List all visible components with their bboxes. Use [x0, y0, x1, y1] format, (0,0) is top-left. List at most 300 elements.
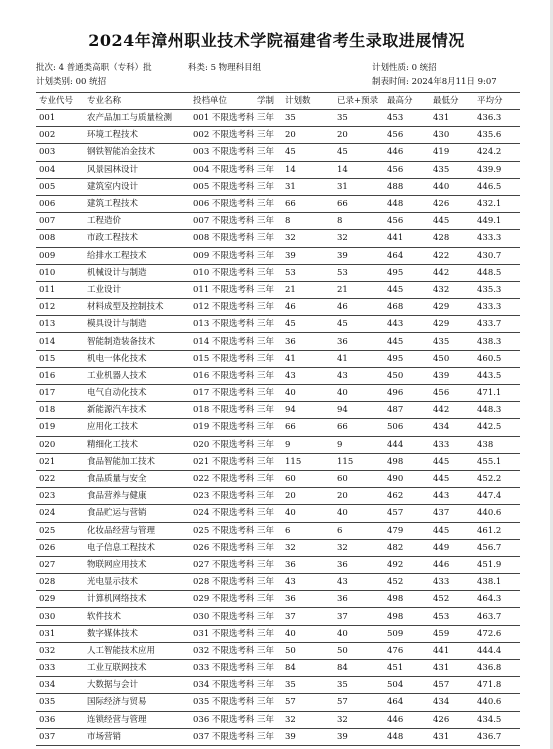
cell-admitted: 66: [334, 419, 384, 436]
table-row: [36, 677, 520, 694]
cell-major-code: 015: [36, 350, 84, 367]
cell-min-score: 435: [430, 333, 474, 350]
cell-duration: 三年: [254, 728, 282, 745]
cell-avg-score: 438: [474, 436, 520, 453]
cell-admitted: 32: [334, 230, 384, 247]
cell-min-score: 453: [430, 608, 474, 625]
cell-min-score: 419: [430, 144, 474, 161]
cell-duration: 三年: [254, 350, 282, 367]
cell-major-name: 光电显示技术: [84, 574, 190, 591]
cell-major-name: 化妆品经营与管理: [84, 522, 190, 539]
cell-min-score: 428: [430, 230, 474, 247]
cell-min-score: 445: [430, 453, 474, 470]
cell-major-code: 017: [36, 385, 84, 402]
cell-duration: 三年: [254, 470, 282, 487]
column-header-major-name: 专业名称: [84, 93, 190, 110]
cell-major-name: 智能制造装备技术: [84, 333, 190, 350]
cell-major-code: 019: [36, 419, 84, 436]
cell-min-score: 440: [430, 178, 474, 195]
cell-unit: 028 不限选考科: [190, 574, 254, 591]
cell-plan-count: 6: [282, 522, 334, 539]
cell-avg-score: 472.6: [474, 625, 520, 642]
cell-plan-count: 32: [282, 230, 334, 247]
cell-unit: 023 不限选考科: [190, 488, 254, 505]
cell-plan-count: 84: [282, 660, 334, 677]
cell-major-code: 018: [36, 402, 84, 419]
cell-min-score: 433: [430, 436, 474, 453]
cell-major-code: 009: [36, 247, 84, 264]
cell-max-score: 452: [384, 574, 430, 591]
cell-duration: 三年: [254, 127, 282, 144]
cell-plan-count: 32: [282, 711, 334, 728]
cell-major-code: 003: [36, 144, 84, 161]
table-row: [36, 711, 520, 728]
cell-min-score: 429: [430, 299, 474, 316]
cell-avg-score: 460.5: [474, 350, 520, 367]
admission-table: [36, 92, 520, 746]
cell-max-score: 506: [384, 419, 430, 436]
cell-plan-count: 115: [282, 453, 334, 470]
table-row: [36, 591, 520, 608]
cell-unit: 022 不限选考科: [190, 470, 254, 487]
cell-duration: 三年: [254, 591, 282, 608]
cell-major-code: 012: [36, 299, 84, 316]
cell-plan-count: 45: [282, 316, 334, 333]
cell-major-name: 电子信息工程技术: [84, 539, 190, 556]
cell-min-score: 430: [430, 127, 474, 144]
cell-admitted: 35: [334, 110, 384, 127]
cell-avg-score: 452.2: [474, 470, 520, 487]
cell-avg-score: 448.3: [474, 402, 520, 419]
cell-duration: 三年: [254, 230, 282, 247]
cell-min-score: 446: [430, 556, 474, 573]
cell-avg-score: 440.6: [474, 694, 520, 711]
cell-major-name: 电气自动化技术: [84, 385, 190, 402]
cell-max-score: 496: [384, 385, 430, 402]
cell-major-code: 011: [36, 281, 84, 298]
cell-major-code: 023: [36, 488, 84, 505]
cell-major-name: 新能源汽车技术: [84, 402, 190, 419]
table-row: [36, 505, 520, 522]
cell-min-score: 433: [430, 574, 474, 591]
cell-major-name: 工业互联网技术: [84, 660, 190, 677]
column-header-min-score: 最低分: [430, 93, 474, 110]
column-header-major-code: 专业代号: [36, 93, 84, 110]
cell-major-code: 032: [36, 642, 84, 659]
cell-unit: 004 不限选考科: [190, 161, 254, 178]
cell-min-score: 445: [430, 213, 474, 230]
cell-max-score: 476: [384, 642, 430, 659]
cell-major-code: 016: [36, 367, 84, 384]
cell-unit: 021 不限选考科: [190, 453, 254, 470]
cell-admitted: 40: [334, 505, 384, 522]
cell-major-name: 软件技术: [84, 608, 190, 625]
cell-major-code: 025: [36, 522, 84, 539]
table-row: [36, 385, 520, 402]
table-row: [36, 316, 520, 333]
table-row: [36, 488, 520, 505]
cell-unit: 018 不限选考科: [190, 402, 254, 419]
cell-duration: 三年: [254, 144, 282, 161]
cell-avg-score: 443.5: [474, 367, 520, 384]
cell-major-name: 应用化工技术: [84, 419, 190, 436]
cell-major-name: 给排水工程技术: [84, 247, 190, 264]
cell-plan-count: 21: [282, 281, 334, 298]
cell-min-score: 459: [430, 625, 474, 642]
cell-unit: 027 不限选考科: [190, 556, 254, 573]
cell-avg-score: 455.1: [474, 453, 520, 470]
cell-major-code: 024: [36, 505, 84, 522]
table-row: [36, 436, 520, 453]
cell-major-code: 035: [36, 694, 84, 711]
cell-max-score: 445: [384, 281, 430, 298]
cell-duration: 三年: [254, 247, 282, 264]
cell-admitted: 46: [334, 299, 384, 316]
cell-unit: 035 不限选考科: [190, 694, 254, 711]
column-header-plan-count: 计划数: [282, 93, 334, 110]
cell-plan-count: 41: [282, 350, 334, 367]
cell-max-score: 446: [384, 144, 430, 161]
cell-avg-score: 435.3: [474, 281, 520, 298]
cell-avg-score: 438.1: [474, 574, 520, 591]
cell-avg-score: 435.6: [474, 127, 520, 144]
table-row: [36, 625, 520, 642]
cell-plan-count: 50: [282, 642, 334, 659]
cell-unit: 010 不限选考科: [190, 264, 254, 281]
cell-major-name: 环境工程技术: [84, 127, 190, 144]
table-row: [36, 350, 520, 367]
cell-duration: 三年: [254, 264, 282, 281]
cell-avg-score: 440.6: [474, 505, 520, 522]
cell-duration: 三年: [254, 711, 282, 728]
cell-plan-count: 36: [282, 333, 334, 350]
cell-unit: 025 不限选考科: [190, 522, 254, 539]
cell-major-name: 食品质量与安全: [84, 470, 190, 487]
cell-unit: 030 不限选考科: [190, 608, 254, 625]
cell-admitted: 50: [334, 642, 384, 659]
cell-max-score: 492: [384, 556, 430, 573]
cell-admitted: 35: [334, 677, 384, 694]
cell-max-score: 445: [384, 333, 430, 350]
cell-unit: 017 不限选考科: [190, 385, 254, 402]
cell-max-score: 498: [384, 608, 430, 625]
table-row: [36, 161, 520, 178]
table-row: [36, 144, 520, 161]
cell-unit: 029 不限选考科: [190, 591, 254, 608]
cell-min-score: 432: [430, 281, 474, 298]
cell-min-score: 434: [430, 694, 474, 711]
cell-major-code: 026: [36, 539, 84, 556]
cell-major-code: 028: [36, 574, 84, 591]
cell-plan-count: 14: [282, 161, 334, 178]
cell-major-name: 模具设计与制造: [84, 316, 190, 333]
table-row: [36, 333, 520, 350]
cell-max-score: 456: [384, 213, 430, 230]
cell-avg-score: 444.4: [474, 642, 520, 659]
cell-duration: 三年: [254, 402, 282, 419]
cell-plan-count: 39: [282, 728, 334, 745]
cell-admitted: 6: [334, 522, 384, 539]
cell-plan-count: 60: [282, 470, 334, 487]
table-row: [36, 110, 520, 127]
cell-min-score: 431: [430, 660, 474, 677]
table-row: [36, 522, 520, 539]
page-title: 2024年漳州职业技术学院福建省考生录取进展情况: [88, 31, 465, 50]
cell-unit: 015 不限选考科: [190, 350, 254, 367]
cell-unit: 020 不限选考科: [190, 436, 254, 453]
cell-admitted: 43: [334, 574, 384, 591]
cell-max-score: 448: [384, 728, 430, 745]
cell-unit: 036 不限选考科: [190, 711, 254, 728]
table-row: [36, 230, 520, 247]
cell-plan-count: 53: [282, 264, 334, 281]
batch-info: 批次: 4 普通类高职（专科）批: [36, 63, 152, 73]
cell-avg-score: 436.8: [474, 660, 520, 677]
cell-min-score: 429: [430, 316, 474, 333]
cell-min-score: 445: [430, 522, 474, 539]
cell-major-name: 连锁经营与管理: [84, 711, 190, 728]
cell-admitted: 39: [334, 728, 384, 745]
cell-max-score: 456: [384, 127, 430, 144]
cell-duration: 三年: [254, 419, 282, 436]
cell-major-code: 020: [36, 436, 84, 453]
cell-major-name: 市场营销: [84, 728, 190, 745]
cell-plan-count: 40: [282, 505, 334, 522]
cell-max-score: 464: [384, 694, 430, 711]
cell-major-name: 农产品加工与质量检测: [84, 110, 190, 127]
cell-major-name: 建筑室内设计: [84, 178, 190, 195]
cell-major-code: 004: [36, 161, 84, 178]
table-row: [36, 178, 520, 195]
cell-avg-score: 451.9: [474, 556, 520, 573]
cell-duration: 三年: [254, 556, 282, 573]
cell-plan-count: 66: [282, 195, 334, 212]
cell-max-score: 509: [384, 625, 430, 642]
cell-major-code: 030: [36, 608, 84, 625]
cell-avg-score: 439.9: [474, 161, 520, 178]
cell-max-score: 464: [384, 247, 430, 264]
cell-admitted: 32: [334, 539, 384, 556]
cell-major-code: 022: [36, 470, 84, 487]
cell-duration: 三年: [254, 110, 282, 127]
table-row: [36, 247, 520, 264]
table-row: [36, 453, 520, 470]
cell-major-name: 工业机器人技术: [84, 367, 190, 384]
table-row: [36, 281, 520, 298]
cell-duration: 三年: [254, 178, 282, 195]
cell-major-code: 021: [36, 453, 84, 470]
cell-min-score: 434: [430, 419, 474, 436]
cell-avg-score: 461.2: [474, 522, 520, 539]
cell-admitted: 39: [334, 247, 384, 264]
cell-unit: 037 不限选考科: [190, 728, 254, 745]
cell-unit: 008 不限选考科: [190, 230, 254, 247]
cell-admitted: 31: [334, 178, 384, 195]
cell-major-name: 计算机网络技术: [84, 591, 190, 608]
cell-duration: 三年: [254, 195, 282, 212]
column-header-max-score: 最高分: [384, 93, 430, 110]
cell-admitted: 36: [334, 556, 384, 573]
column-header-admitted: 已录+预录: [334, 93, 384, 110]
cell-admitted: 57: [334, 694, 384, 711]
cell-major-code: 029: [36, 591, 84, 608]
cell-major-code: 033: [36, 660, 84, 677]
cell-min-score: 443: [430, 488, 474, 505]
cell-avg-score: 471.8: [474, 677, 520, 694]
cell-duration: 三年: [254, 367, 282, 384]
cell-major-name: 工业设计: [84, 281, 190, 298]
cell-min-score: 426: [430, 195, 474, 212]
cell-avg-score: 463.7: [474, 608, 520, 625]
cell-max-score: 451: [384, 660, 430, 677]
cell-avg-score: 449.1: [474, 213, 520, 230]
cell-plan-count: 43: [282, 574, 334, 591]
cell-max-score: 441: [384, 230, 430, 247]
cell-plan-count: 37: [282, 608, 334, 625]
cell-min-score: 456: [430, 385, 474, 402]
cell-major-code: 007: [36, 213, 84, 230]
cell-unit: 009 不限选考科: [190, 247, 254, 264]
cell-unit: 024 不限选考科: [190, 505, 254, 522]
cell-duration: 三年: [254, 539, 282, 556]
cell-duration: 三年: [254, 299, 282, 316]
cell-admitted: 45: [334, 316, 384, 333]
table-header-row: [36, 93, 520, 110]
cell-max-score: 462: [384, 488, 430, 505]
cell-duration: 三年: [254, 505, 282, 522]
cell-avg-score: 446.5: [474, 178, 520, 195]
cell-max-score: 446: [384, 711, 430, 728]
cell-major-code: 014: [36, 333, 84, 350]
cell-admitted: 40: [334, 385, 384, 402]
cell-avg-score: 433.3: [474, 230, 520, 247]
table-row: [36, 264, 520, 281]
cell-max-score: 456: [384, 161, 430, 178]
cell-admitted: 45: [334, 144, 384, 161]
cell-major-code: 001: [36, 110, 84, 127]
cell-major-name: 物联网应用技术: [84, 556, 190, 573]
table-row: [36, 470, 520, 487]
cell-major-code: 008: [36, 230, 84, 247]
cell-admitted: 60: [334, 470, 384, 487]
cell-min-score: 422: [430, 247, 474, 264]
table-row: [36, 402, 520, 419]
cell-admitted: 43: [334, 367, 384, 384]
cell-plan-count: 43: [282, 367, 334, 384]
cell-major-name: 机械设计与制造: [84, 264, 190, 281]
cell-max-score: 495: [384, 264, 430, 281]
table-row: [36, 195, 520, 212]
cell-plan-count: 94: [282, 402, 334, 419]
cell-unit: 031 不限选考科: [190, 625, 254, 642]
cell-unit: 032 不限选考科: [190, 642, 254, 659]
cell-unit: 014 不限选考科: [190, 333, 254, 350]
cell-admitted: 36: [334, 333, 384, 350]
cell-min-score: 439: [430, 367, 474, 384]
cell-duration: 三年: [254, 333, 282, 350]
table-row: [36, 556, 520, 573]
cell-major-name: 国际经济与贸易: [84, 694, 190, 711]
cell-admitted: 8: [334, 213, 384, 230]
cell-max-score: 504: [384, 677, 430, 694]
cell-min-score: 437: [430, 505, 474, 522]
cell-admitted: 14: [334, 161, 384, 178]
plan-nature-info: 计划性质: 0 统招: [372, 63, 437, 73]
cell-avg-score: 432.1: [474, 195, 520, 212]
cell-major-name: 市政工程技术: [84, 230, 190, 247]
cell-major-name: 精细化工技术: [84, 436, 190, 453]
cell-duration: 三年: [254, 660, 282, 677]
cell-max-score: 482: [384, 539, 430, 556]
cell-min-score: 431: [430, 728, 474, 745]
cell-max-score: 453: [384, 110, 430, 127]
cell-min-score: 452: [430, 591, 474, 608]
table-row: [36, 367, 520, 384]
cell-major-code: 034: [36, 677, 84, 694]
cell-avg-score: 434.5: [474, 711, 520, 728]
column-header-duration: 学制: [254, 93, 282, 110]
cell-duration: 三年: [254, 488, 282, 505]
cell-major-name: 食品营养与健康: [84, 488, 190, 505]
cell-duration: 三年: [254, 385, 282, 402]
cell-unit: 001 不限选考科: [190, 110, 254, 127]
cell-plan-count: 8: [282, 213, 334, 230]
cell-unit: 003 不限选考科: [190, 144, 254, 161]
cell-plan-count: 35: [282, 110, 334, 127]
cell-plan-count: 39: [282, 247, 334, 264]
cell-duration: 三年: [254, 677, 282, 694]
cell-plan-count: 32: [282, 539, 334, 556]
table-row: [36, 127, 520, 144]
cell-min-score: 450: [430, 350, 474, 367]
cell-major-code: 037: [36, 728, 84, 745]
cell-max-score: 490: [384, 470, 430, 487]
cell-admitted: 36: [334, 591, 384, 608]
plan-type-info: 计划类别: 00 统招: [36, 77, 107, 87]
cell-avg-score: 438.3: [474, 333, 520, 350]
cell-duration: 三年: [254, 316, 282, 333]
cell-plan-count: 46: [282, 299, 334, 316]
cell-major-code: 036: [36, 711, 84, 728]
cell-max-score: 487: [384, 402, 430, 419]
cell-min-score: 449: [430, 539, 474, 556]
cell-admitted: 84: [334, 660, 384, 677]
cell-max-score: 448: [384, 195, 430, 212]
cell-admitted: 115: [334, 453, 384, 470]
cell-major-name: 钢铁智能冶金技术: [84, 144, 190, 161]
cell-max-score: 488: [384, 178, 430, 195]
cell-max-score: 479: [384, 522, 430, 539]
cell-unit: 011 不限选考科: [190, 281, 254, 298]
cell-avg-score: 442.5: [474, 419, 520, 436]
cell-max-score: 443: [384, 316, 430, 333]
table-row: [36, 539, 520, 556]
cell-unit: 016 不限选考科: [190, 367, 254, 384]
cell-major-code: 002: [36, 127, 84, 144]
cell-major-code: 005: [36, 178, 84, 195]
cell-major-code: 031: [36, 625, 84, 642]
cell-avg-score: 433.3: [474, 299, 520, 316]
cell-max-score: 468: [384, 299, 430, 316]
cell-max-score: 498: [384, 453, 430, 470]
cell-duration: 三年: [254, 436, 282, 453]
cell-admitted: 66: [334, 195, 384, 212]
cell-duration: 三年: [254, 213, 282, 230]
subject-info: 科类: 5 物理科目组: [188, 63, 262, 73]
cell-major-code: 027: [36, 556, 84, 573]
cell-major-name: 工程造价: [84, 213, 190, 230]
cell-max-score: 498: [384, 591, 430, 608]
